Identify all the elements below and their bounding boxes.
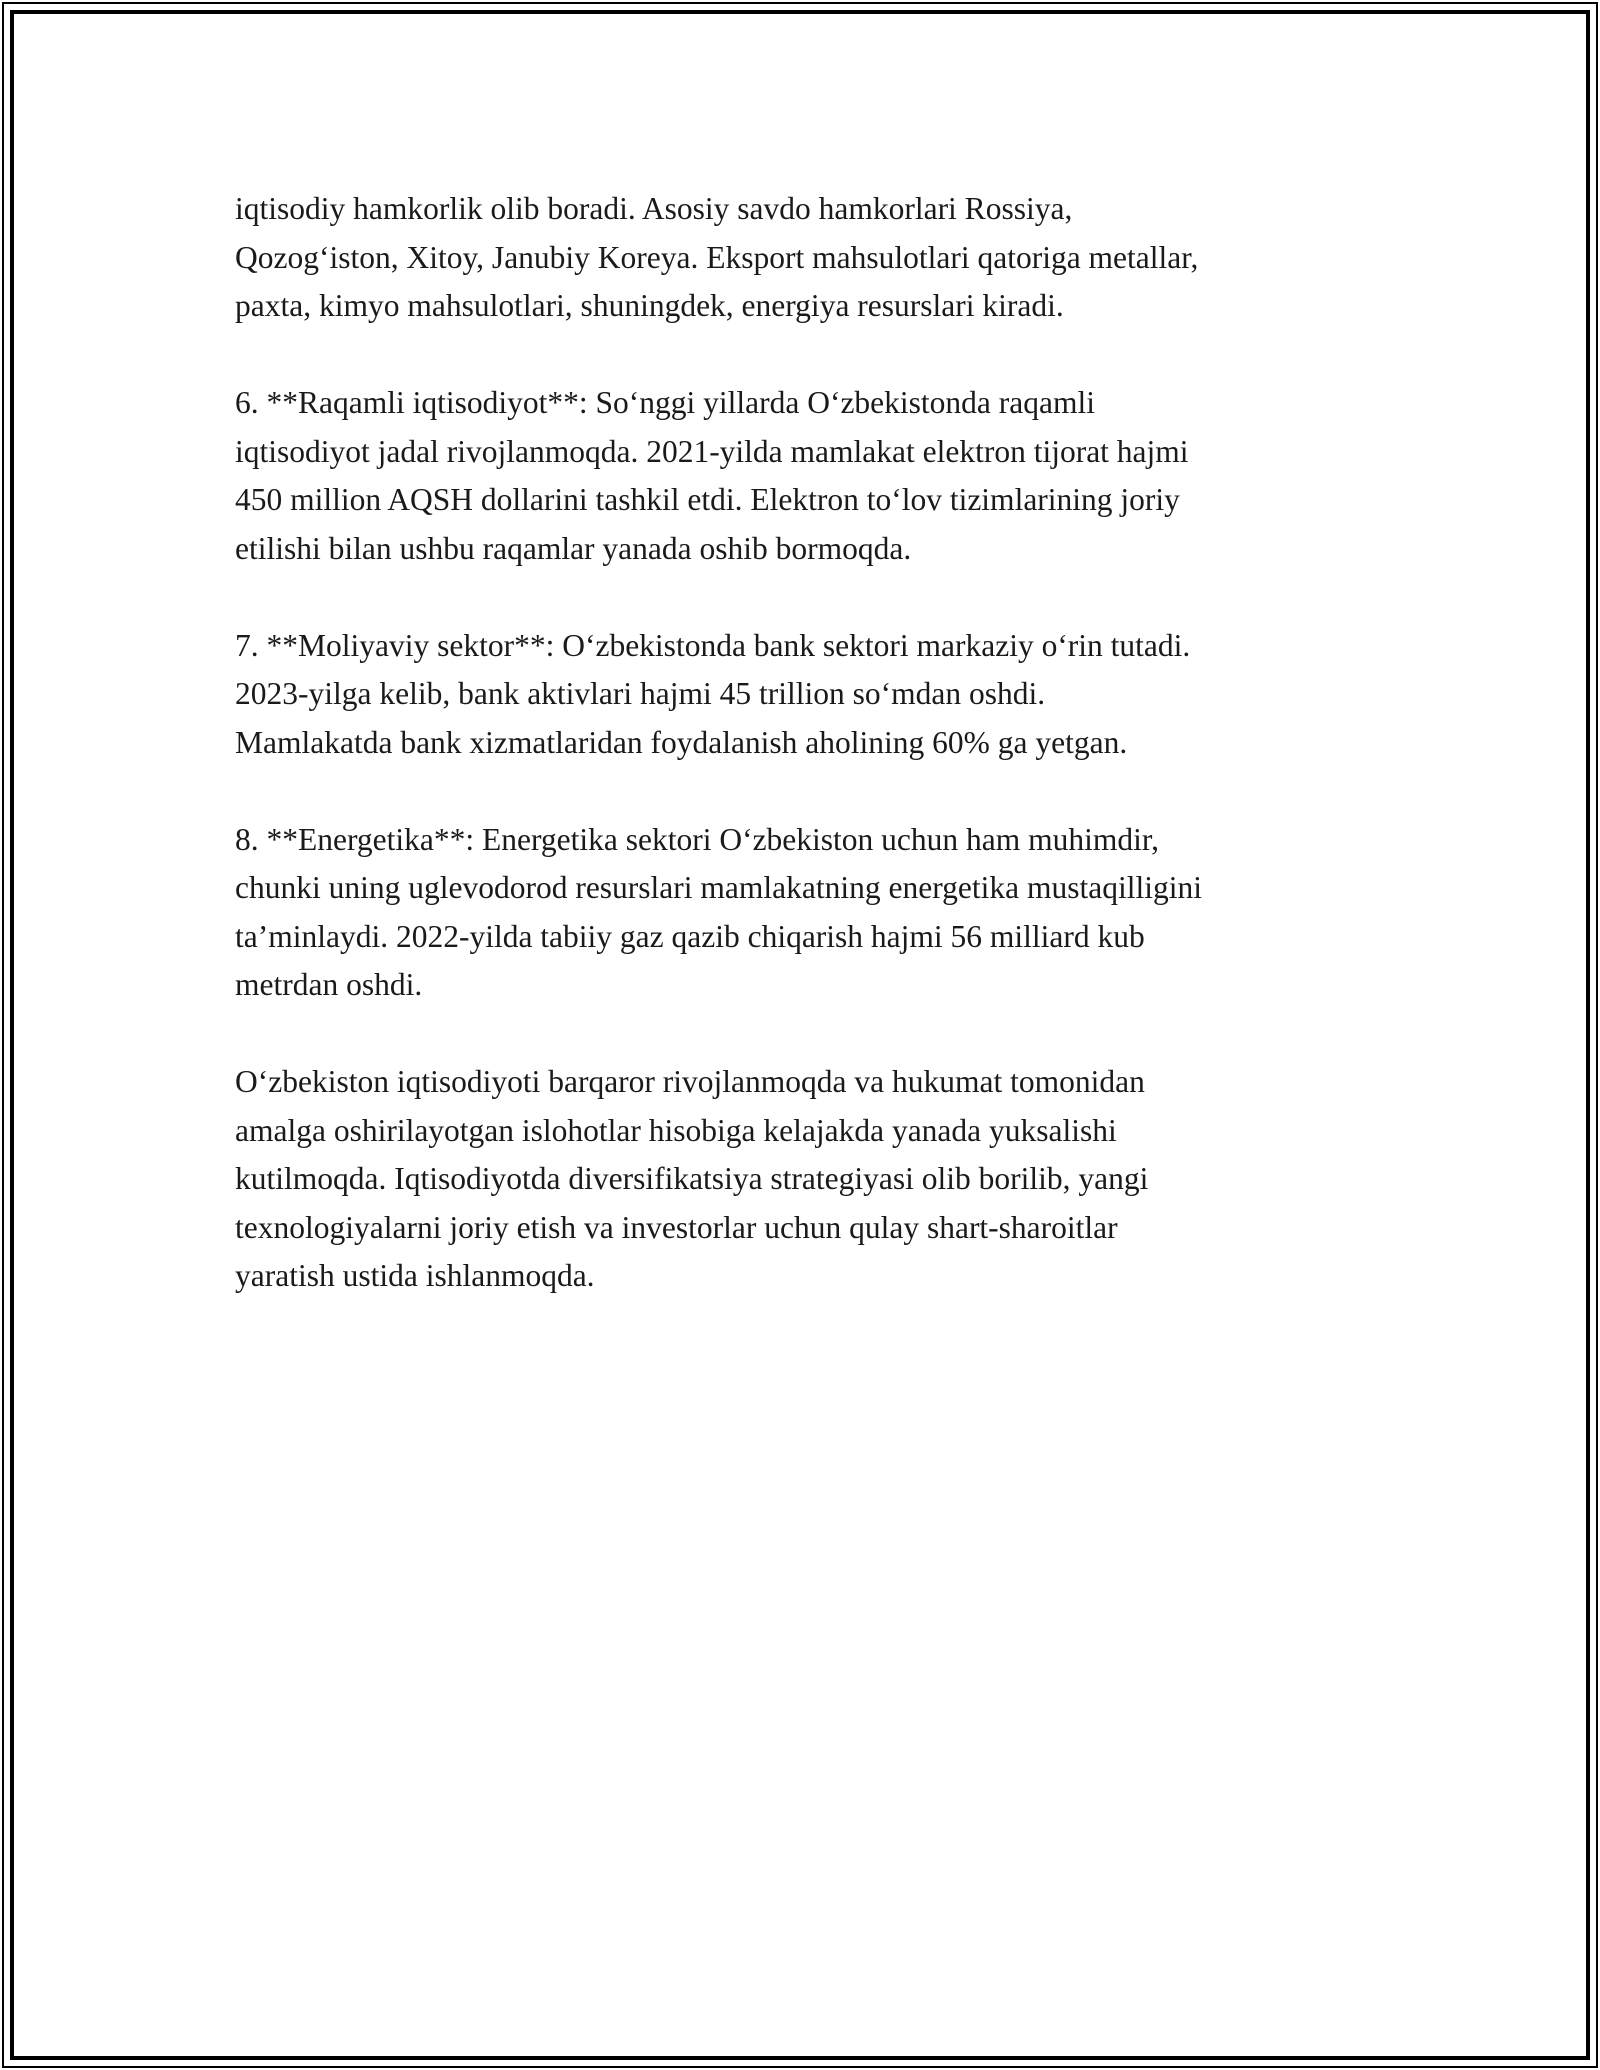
text-line: O‘zbekiston iqtisodiyoti barqaror rivojlanmoqda va hukumat tomonidan [235,1064,1145,1099]
paragraph-digital-economy [235,379,1385,573]
text-line: Mamlakatda bank xizmatlaridan foydalanish aholining 60% ga yetgan. [235,724,1128,760]
text-line: metrdan oshdi. [235,967,423,1002]
text-line: ta’minlaydi. 2022-yilda tabiiy gaz qazib chiqarish hajmi 56 milliard kub [235,918,1145,954]
text-line: paxta, kimyo mahsulotlari, shuningdek, energiya resurslari kiradi. [235,288,1064,323]
text-line: 6. **Raqamli iqtisodiyot**: So‘nggi yillarda O‘zbekistonda raqamli [235,385,1095,420]
document-body [235,185,1385,1349]
text-line: kutilmoqda. Iqtisodiyotda diversifikatsiya strategiyasi olib borilib, yangi [235,1161,1149,1196]
text-line: etilishi bilan ushbu raqamlar yanada oshib bormoqda. [235,530,912,566]
paragraph-energy [235,816,1385,1010]
text-line: 2023-yilga kelib, bank aktivlari hajmi 45 trillion so‘mdan oshdi. [235,676,1046,711]
text-line: amalga oshirilayotgan islohotlar hisobiga kelajakda yanada yuksalishi [235,1112,1117,1148]
text-line: texnologiyalarni joriy etish va investorlar uchun qulay shart-sharoitlar [235,1209,1118,1245]
text-line: yaratish ustida ishlanmoqda. [235,1258,595,1293]
text-line: chunki uning uglevodorod resurslari mamlakatning energetika mustaqilligini [235,870,1202,905]
paragraph-trade-partners [235,185,1385,331]
paragraph-financial-sector [235,622,1385,768]
text-line: Qozog‘iston, Xitoy, Janubiy Koreya. Eksport mahsulotlari qatoriga metallar, [235,239,1199,275]
text-line: 7. **Moliyaviy sektor**: O‘zbekistonda bank sektori markaziy o‘rin tutadi. [235,627,1191,663]
paragraph-conclusion [235,1058,1385,1301]
text-line: iqtisodiyot jadal rivojlanmoqda. 2021-yilda mamlakat elektron tijorat hajmi [235,433,1189,469]
text-line: 450 million AQSH dollarini tashkil etdi. Elektron to‘lov tizimlarining joriy [235,482,1180,517]
text-line: 8. **Energetika**: Energetika sektori O‘zbekiston uchun ham muhimdir, [235,821,1159,857]
text-line: iqtisodiy hamkorlik olib boradi. Asosiy savdo hamkorlari Rossiya, [235,191,1073,226]
